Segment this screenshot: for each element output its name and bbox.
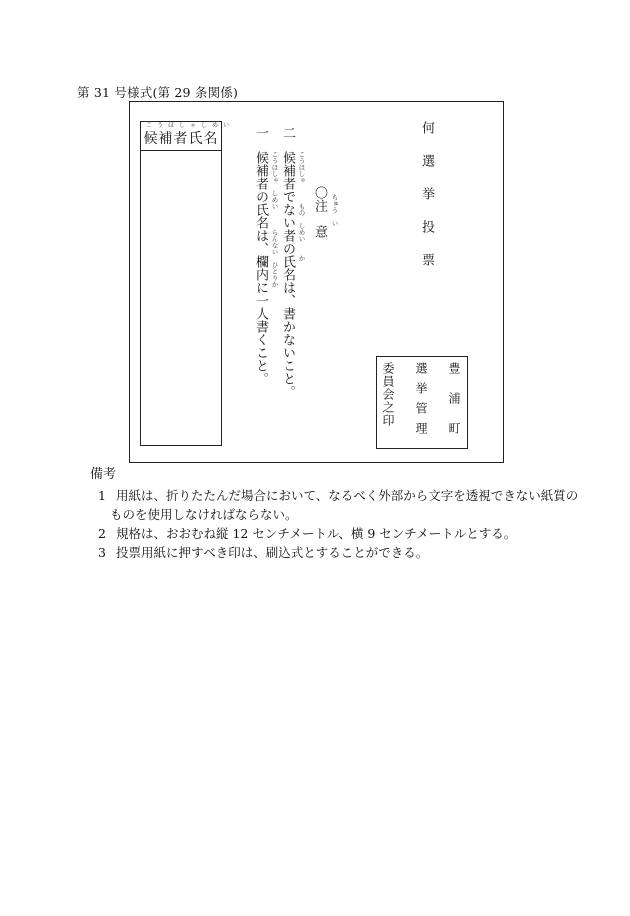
notice-label-ruby: ちゅう い — [330, 194, 339, 227]
remark-3-number: 3 — [98, 545, 106, 560]
note-1-number: 一 — [253, 126, 268, 139]
candidate-label-ruby: こうほしゃしめい — [146, 122, 235, 129]
seal-column-2: 選挙管理 — [414, 362, 428, 442]
note-1-text: 候補者の氏名は、欄内に一人書くこと。 — [253, 151, 268, 385]
seal-column-3: 委員会之印 — [381, 362, 395, 427]
remark-2-text: 規格は、おおむね縦 12 センチメートル、横 9 センチメートルとする。 — [116, 526, 517, 541]
ballot-title: 何選挙投票 — [419, 121, 434, 286]
remark-1-number: 1 — [98, 488, 106, 503]
remark-1-text: 用紙は、折りたたんだ場合において、なるべく外部から文字を透視できない紙質の — [116, 488, 579, 503]
remark-3-text: 投票用紙に押すべき印は、刷込式とすることができる。 — [116, 545, 429, 560]
candidate-label: 候補者氏名 — [143, 131, 219, 147]
note-1-ruby: こうほしゃ しめい らんない ひとりか — [270, 151, 279, 288]
remark-1-continuation: ものを使用しなければならない。 — [110, 507, 298, 522]
note-2-number: 二 — [280, 126, 295, 139]
form-heading: 第 31 号様式(第 29 条関係) — [77, 85, 239, 100]
remark-3 — [98, 543, 428, 561]
seal-column-1: 豊浦町 — [447, 362, 461, 452]
remark-1 — [98, 486, 578, 504]
note-2-text: 候補者でない者の氏名は、書かないこと。 — [280, 151, 295, 398]
remark-2-number: 2 — [98, 526, 106, 541]
remarks-title: 備考 — [90, 467, 117, 482]
notice-label: 〇注 意 — [312, 186, 327, 238]
note-2-ruby: こうほしゃ もの しめい か — [297, 151, 306, 262]
remark-2 — [98, 524, 516, 542]
candidate-name-box[interactable] — [140, 121, 235, 446]
